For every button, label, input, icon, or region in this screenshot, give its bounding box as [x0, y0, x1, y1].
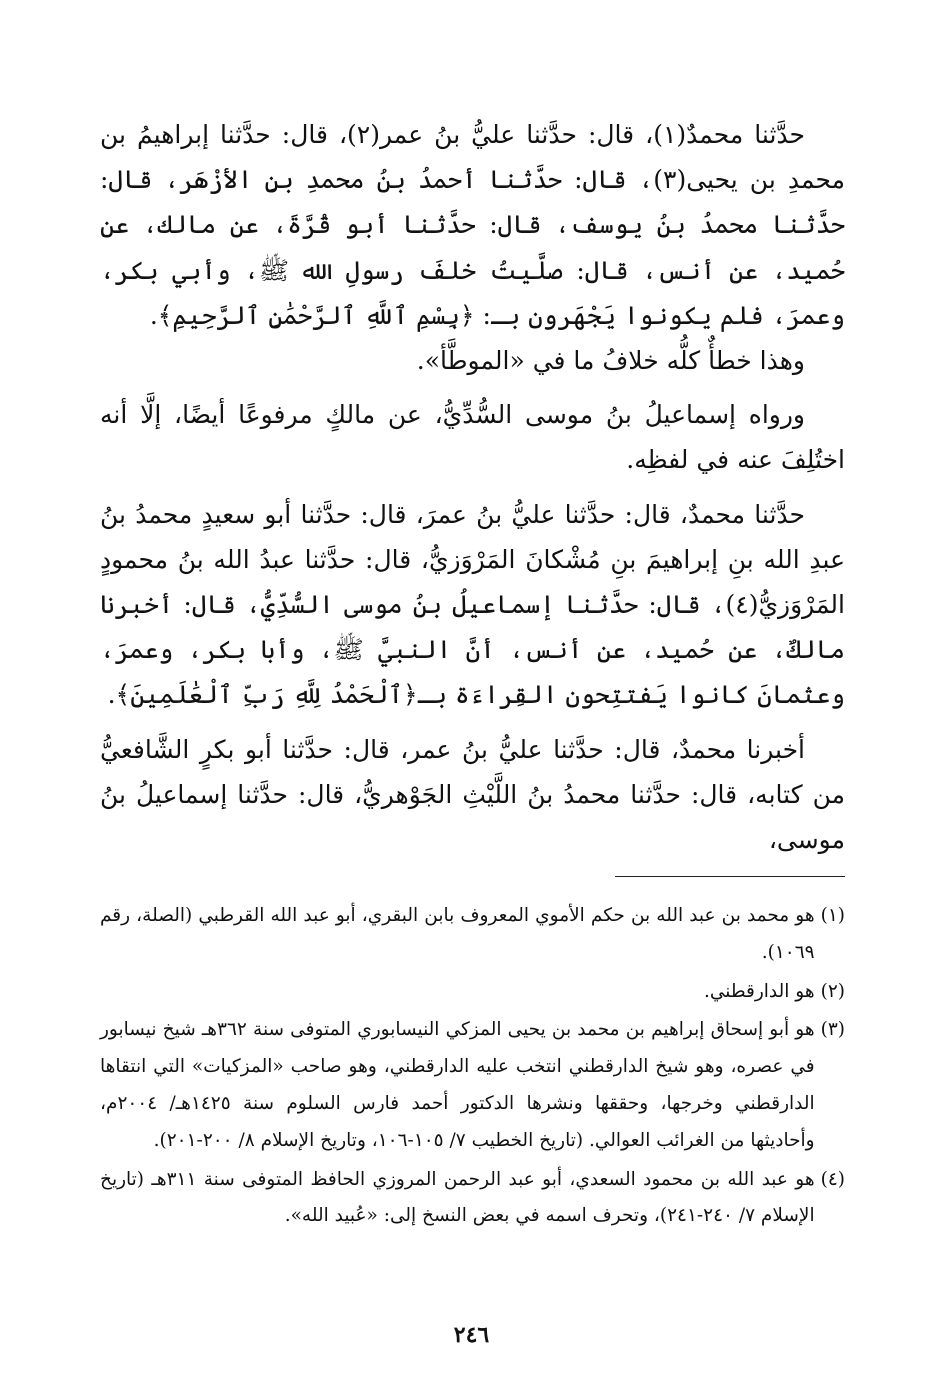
footnote-number: (٤): [820, 1168, 845, 1190]
main-text: [100, 112, 845, 862]
footnote-2: [100, 974, 845, 1011]
footnote-number: (٢): [820, 980, 845, 1002]
footnote-number: (٣): [820, 1019, 845, 1041]
footnote-number: (١): [820, 905, 845, 926]
page-number: ٢٤٦: [453, 1322, 490, 1348]
footnote-text: هو محمد بن عبد الله بن حكم الأموي المعروف بابن البقري، أبو عبد الله القرطبي (الصلة، رقم ١٠٦٩).: [100, 905, 815, 963]
footnote-4: [100, 1162, 845, 1236]
footnote-text: هو الدارقطني.: [703, 980, 815, 1002]
footnotes: [100, 898, 845, 1237]
paragraph-4: حدَّثنا محمدٌ، قال: حدَّثنا عليُّ بنُ عمرَ، قال: حدَّثنا أبو سعيدٍ محمدُ بنُ عبدِ الله بنِ إبراهيمَ بنِ مُشْكانَ المَرْوَزيُّ، قال: حدَّثنا عبدُ الله بنُ محمودٍ المَرْوَزيُّ(٤)، قال: حدَّثنا إسماعيلُ بنُ موسى السُّدِّيُّ، قال: أخبرنا مالكٌ، عن حُميد، عن أنس، أنَّ النبيَّ ﷺ، وأبا بكر، وعمرَ، وعثمانَ كانوا يَفتتِحون القِراءَة بـ﴿ٱلْحَمْدُ لِلَّهِ رَبِّ ٱلْعَٰلَمِينَ﴾.: [100, 499, 845, 710]
paragraph-1: حدَّثنا محمدٌ(١)، قال: حدَّثنا عليُّ بنُ عمر(٢)، قال: حدَّثنا إبراهيمُ بن محمدِ بن يحيى(٣)، قال: حدَّثنا أحمدُ بنُ محمدِ بنِ الأزْهَر، قال: حدَّثنا محمدُ بنُ يوسف، قال: حدَّثنا أبو قُرَّةَ، عن مالك، عن حُميد، عن أنس، قال: صلَّيتُ خلفَ رسولِ الله ﷺ، وأبي بكر، وعمرَ، فلم يكونوا يَجْهَرون بـ: ﴿بِسْمِ ٱللَّهِ ٱلرَّحْمَٰنِ ٱلرَّحِيمِ﴾.: [100, 120, 845, 330]
footnote-text: هو عبد الله بن محمود السعدي، أبو عبد الرحمن المروزي الحافظ المتوفى سنة ٣١١هـ (تاريخ الإسلام ٧/ ٢٤٠-٢٤١)، وتحرف اسمه في بعض النسخ إلى: «عُبيد الله».: [100, 1168, 815, 1227]
footnote-separator: [615, 876, 845, 877]
footnote-3: [100, 1012, 845, 1159]
footnote-text: هو أبو إسحاق إبراهيم بن محمد بن يحيى المزكي النيسابوري المتوفى سنة ٣٦٢هـ شيخ نيسابور في عصره، وهو شيخ الدارقطني انتخب عليه الدارقطني، وهو صاحب «المزكيات» التي انتقاها الدارقطني وخرجها، وحققها ونشرها الدكتور أحمد فارس السلوم سنة ١٤٢٥هـ/ ٢٠٠٤م، وأحاديثها من الغرائب العوالي. (تاريخ الخطيب ٧/ ١٠٥-١٠٦، وتاريخ الإسلام ٨/ ٢٠٠-٢٠١).: [100, 1019, 815, 1151]
paragraph-5: أخبرنا محمدٌ، قال: حدَّثنا عليُّ بنُ عمر، قال: حدَّثنا أبو بكرٍ الشَّافعيُّ من كتابه، قال: حدَّثنا محمدُ بنُ اللَّيْثِ الجَوْهريُّ، قال: حدَّثنا إسماعيلُ بنُ موسى،: [100, 734, 845, 855]
paragraph-2: وهذا خطأٌ كلُّه خلافُ ما في «الموطَّأ».: [416, 346, 805, 376]
paragraph-3: ورواه إسماعيلُ بنُ موسى السُّدِّيُّ، عن مالكٍ مرفوعًا أيضًا، إلَّا أنه اختُلِفَ عنه في لفظِه.: [100, 400, 845, 475]
footnote-1: [100, 898, 845, 972]
book-page: [100, 112, 845, 1227]
